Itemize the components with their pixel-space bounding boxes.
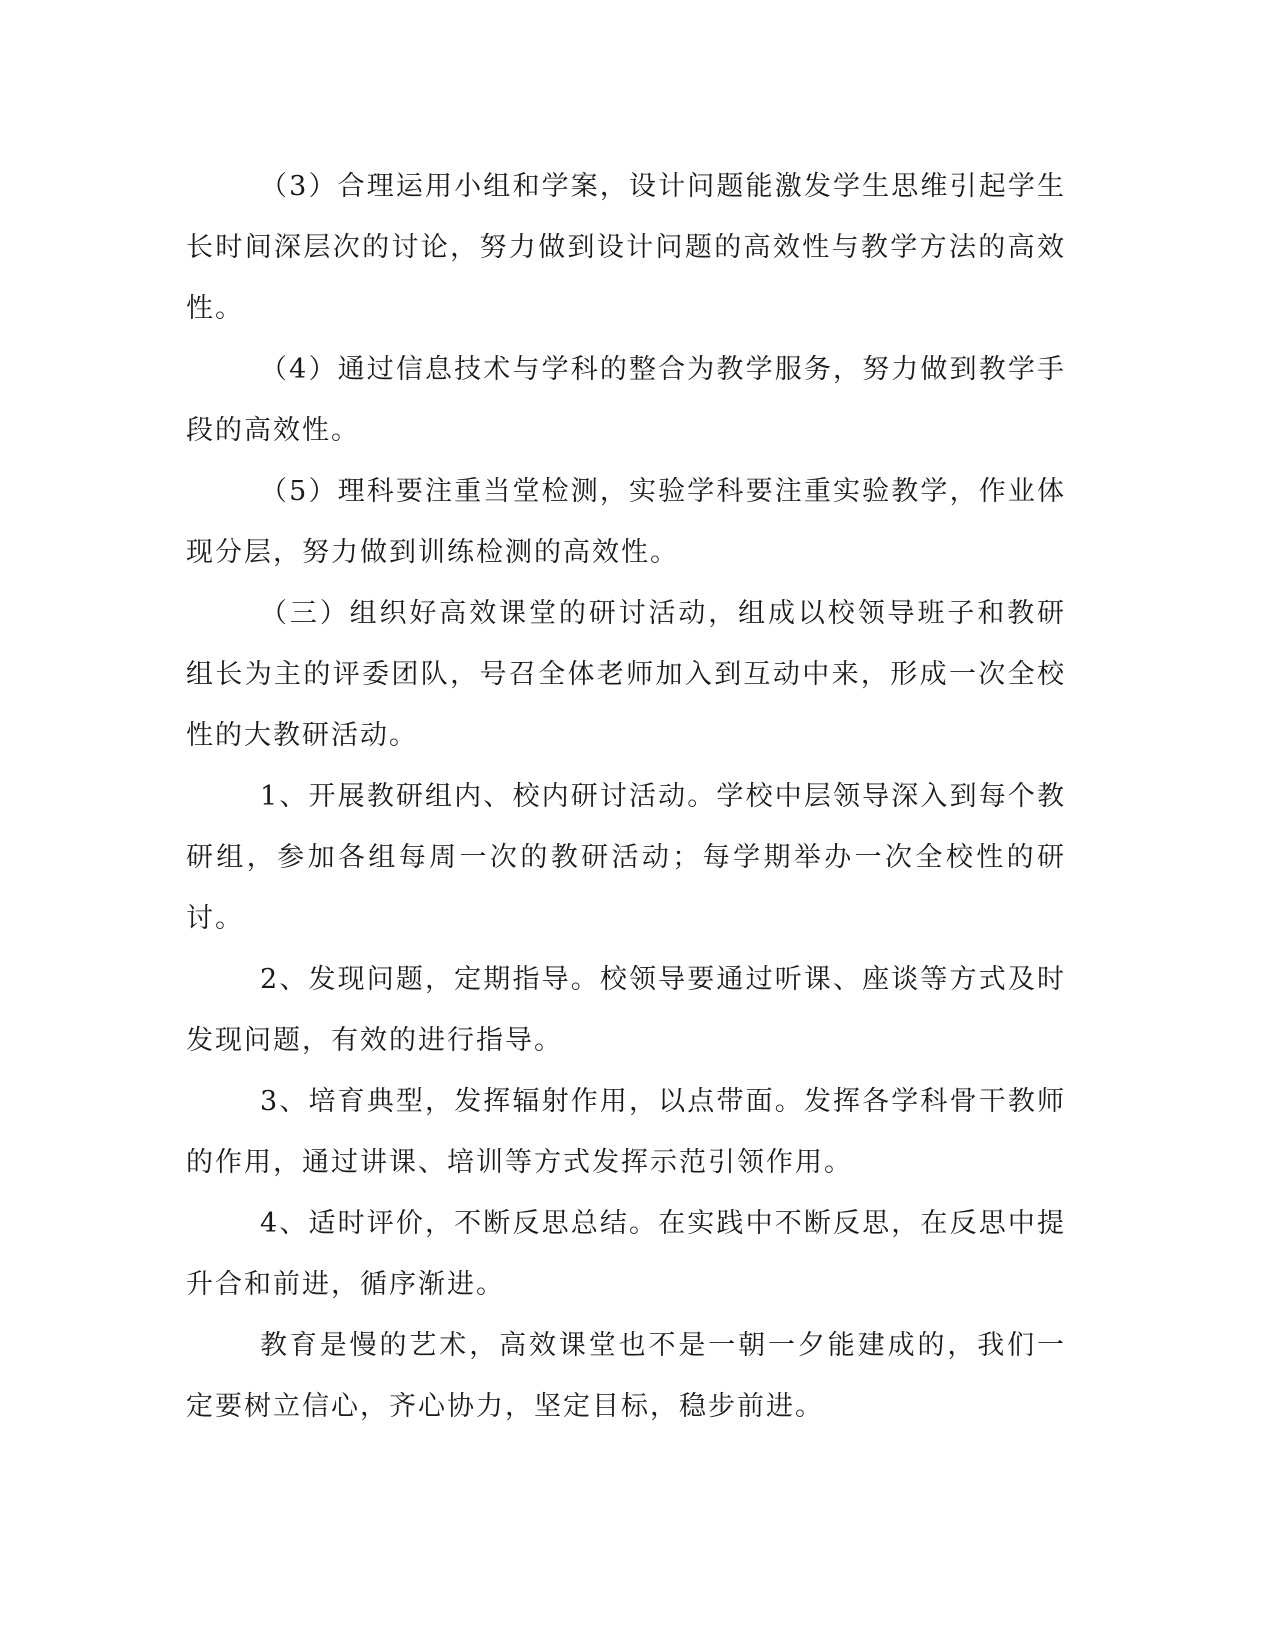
paragraph-item-3: （3）合理运用小组和学案，设计问题能激发学生思维引起学生长时间深层次的讨论，努力做到设计问题的高效性与教学方法的高效性。 — [186, 171, 1066, 324]
document-body — [186, 156, 1066, 1437]
closing-paragraph: 教育是慢的艺术，高效课堂也不是一朝一夕能建成的，我们一定要树立信心，齐心协力，坚定目标，稳步前进。 — [186, 1330, 1066, 1422]
paragraph-item-5: （5）理科要注重当堂检测，实验学科要注重实验教学，作业体现分层，努力做到训练检测的高效性。 — [186, 476, 1066, 568]
section-heading-three: （三）组织好高效课堂的研讨活动，组成以校领导班子和教研组长为主的评委团队，号召全体老师加入到互动中来，形成一次全校性的大教研活动。 — [186, 598, 1066, 751]
list-item-2: 2、发现问题，定期指导。校领导要通过听课、座谈等方式及时发现问题，有效的进行指导。 — [186, 964, 1066, 1056]
list-item-3: 3、培育典型，发挥辐射作用，以点带面。发挥各学科骨干教师的作用，通过讲课、培训等方式发挥示范引领作用。 — [186, 1086, 1066, 1178]
list-item-4: 4、适时评价，不断反思总结。在实践中不断反思，在反思中提升合和前进，循序渐进。 — [186, 1208, 1066, 1300]
list-item-1: 1、开展教研组内、校内研讨活动。学校中层领导深入到每个教研组，参加各组每周一次的教研活动；每学期举办一次全校性的研讨。 — [186, 781, 1066, 934]
paragraph-item-4: （4）通过信息技术与学科的整合为教学服务，努力做到教学手段的高效性。 — [186, 354, 1066, 446]
